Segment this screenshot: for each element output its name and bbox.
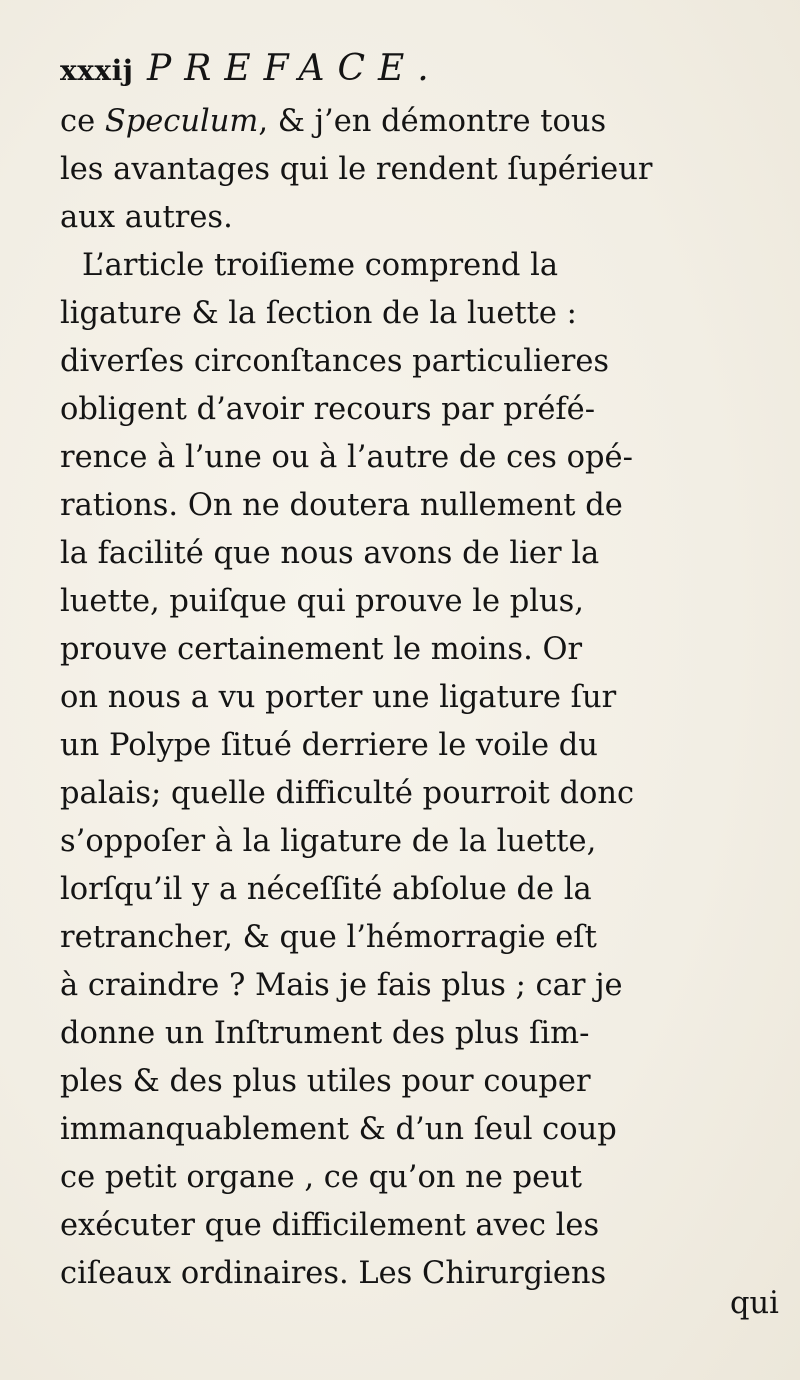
text-line: s’oppoſer à la ligature de la luette, <box>60 824 597 859</box>
text-line: rations. On ne doutera nullement de <box>60 488 623 523</box>
text-line: on nous a vu porter une ligature ſur <box>60 680 617 715</box>
text-line: prouve certainement le moins. Or <box>60 632 583 667</box>
text-line: ligature & la ſection de la luette : <box>60 296 577 331</box>
text-line: donne un Inſtrument des plus ſim- <box>60 1016 590 1051</box>
text-line: exécuter que difficilement avec les <box>60 1208 600 1243</box>
text-line: obligent d’avoir recours par préfé- <box>60 392 596 427</box>
text-line: lorſqu’il y a néceſſité abſolue de la <box>60 872 592 907</box>
text-line: ce petit organe , ce qu’on ne peut <box>60 1160 583 1195</box>
text-line: un Polype ſitué derriere le voile du <box>60 728 598 763</box>
page-number: xxxij <box>60 54 134 87</box>
text-line: les avantages qui le rendent ſupérieur <box>60 152 653 187</box>
text-line: ples & des plus utiles pour couper <box>60 1064 591 1099</box>
text-line: luette, puiſque qui prouve le plus, <box>60 584 584 619</box>
text-line: immanquablement & d’un ſeul coup <box>60 1112 617 1147</box>
text-line: à craindre ? Mais je fais plus ; car je <box>60 968 623 1003</box>
text-line: rence à l’une ou à l’autre de ces opé- <box>60 440 633 475</box>
text-line: aux autres. <box>60 200 233 235</box>
text-line: diverſes circonſtances particulieres <box>60 344 610 379</box>
text-line: la facilité que nous avons de lier la <box>60 536 600 571</box>
text-line: palais; quelle difficulté pourroit donc <box>60 776 635 811</box>
text-line: ce Speculum, & j’en démontre tous <box>60 104 607 139</box>
text-line: L’article troiſieme comprend la <box>82 248 559 283</box>
catchword: qui <box>730 1286 779 1321</box>
italic-word: Speculum <box>104 104 259 139</box>
running-title: PREFACE. <box>147 48 442 89</box>
text-line: ciſeaux ordinaires. Les Chirurgiens <box>60 1256 607 1291</box>
page-header <box>60 48 760 92</box>
text-line: retrancher, & que l’hémorragie eſt <box>60 920 597 955</box>
